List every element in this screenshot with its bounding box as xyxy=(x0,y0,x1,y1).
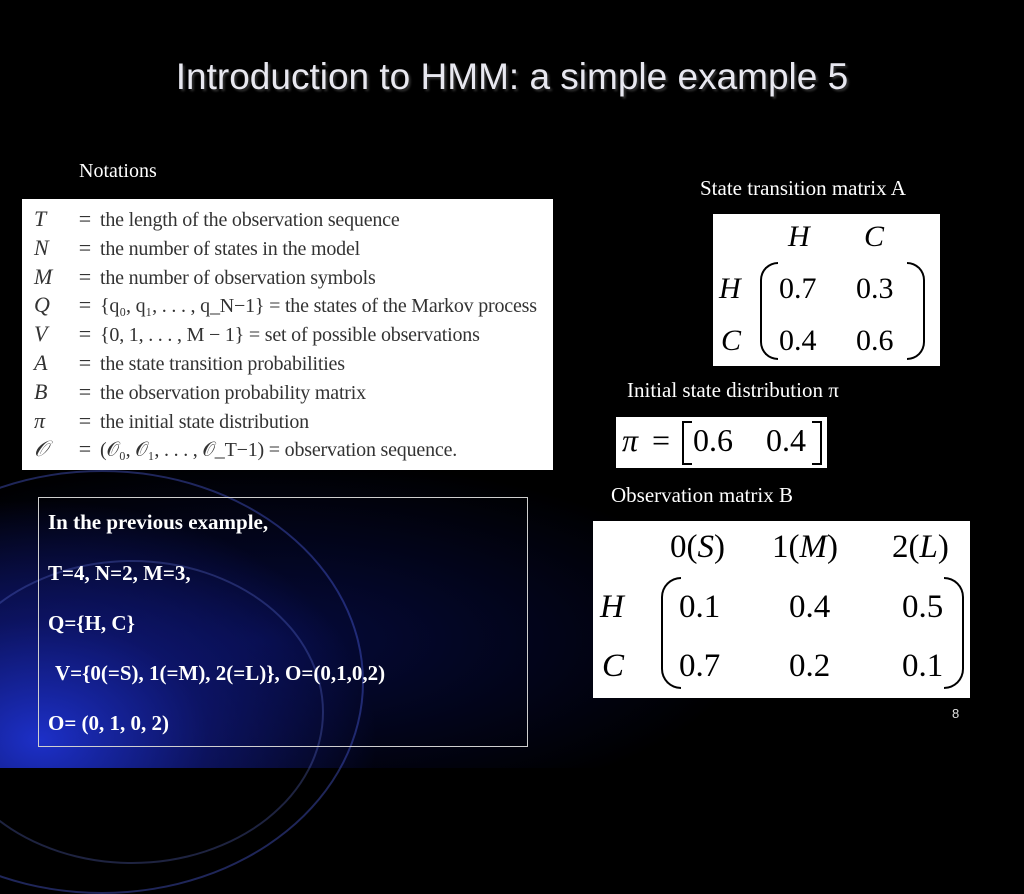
notation-symbol: M xyxy=(34,263,53,289)
example-line: T=4, N=2, M=3, xyxy=(48,561,191,585)
notation-symbol: B xyxy=(34,378,48,404)
notation-row xyxy=(22,435,553,464)
notation-equals: = xyxy=(78,349,92,375)
left-parenthesis xyxy=(760,262,778,360)
notation-definition: the length of the observation sequence xyxy=(100,209,400,231)
notation-symbol: π xyxy=(34,407,46,433)
matrix-col-header: 0(S) xyxy=(670,529,725,565)
right-parenthesis xyxy=(944,577,964,689)
matrix-cell: 0.4 xyxy=(789,589,831,625)
matrix-col-header: 2(L) xyxy=(892,529,949,565)
notation-row xyxy=(22,291,553,320)
matrix-col-header: H xyxy=(788,220,810,253)
notation-row xyxy=(22,378,553,407)
matrix-row-label: C xyxy=(721,324,742,357)
notation-definition: (𝒪₀, 𝒪₁, . . . , 𝒪_T−1) = observation sequence. xyxy=(100,439,458,462)
matrix-col-header: 1(M) xyxy=(772,529,838,565)
vector-entry: 0.6 xyxy=(693,422,733,458)
matrix-cell: 0.2 xyxy=(789,648,831,684)
right-bracket xyxy=(812,421,822,465)
page-number: 8 xyxy=(952,706,960,721)
matrix-cell: 0.7 xyxy=(779,272,817,305)
matrix-cell: 0.7 xyxy=(679,648,721,684)
notations-table xyxy=(22,199,553,470)
notation-equals: = xyxy=(78,378,92,404)
right-parenthesis xyxy=(907,262,925,360)
transition-matrix-label: State transition matrix A xyxy=(700,176,906,200)
notation-row xyxy=(22,205,553,234)
transition-matrix xyxy=(713,214,940,366)
notation-equals: = xyxy=(78,292,92,318)
notation-symbol: 𝒪 xyxy=(34,436,48,462)
matrix-row-label: H xyxy=(600,589,624,625)
left-bracket xyxy=(682,421,692,465)
matrix-cell: 0.1 xyxy=(679,589,721,625)
notation-equals: = xyxy=(78,234,92,260)
notation-definition: {0, 1, . . . , M − 1} = set of possible observations xyxy=(100,324,480,347)
initial-distribution-vector xyxy=(616,417,827,468)
notation-definition: the number of observation symbols xyxy=(100,266,376,289)
matrix-cell: 0.1 xyxy=(902,648,944,684)
notation-definition: the observation probability matrix xyxy=(100,381,366,404)
notation-row xyxy=(22,407,553,436)
notation-symbol: V xyxy=(34,321,48,347)
equals-sign: = xyxy=(652,422,671,458)
notation-row xyxy=(22,320,553,349)
notation-row xyxy=(22,263,553,292)
matrix-cell: 0.3 xyxy=(856,272,894,305)
example-line: In the previous example, xyxy=(48,510,269,534)
notation-row xyxy=(22,349,553,378)
notation-definition: {q₀, q₁, . . . , q_N−1} = the states of the Markov process xyxy=(100,295,537,318)
example-line: V={0(=S), 1(=M), 2(=L)}, O=(0,1,0,2) xyxy=(55,661,386,685)
example-line: O= (0, 1, 0, 2) xyxy=(48,711,170,735)
notation-definition: the initial state distribution xyxy=(100,410,309,433)
matrix-cell: 0.5 xyxy=(902,589,944,625)
example-line: Q={H, C} xyxy=(48,611,135,635)
notation-equals: = xyxy=(78,263,92,289)
slide-title: Introduction to HMM: a simple example 5 xyxy=(175,56,849,97)
notation-definition: the state transition probabilities xyxy=(100,352,345,375)
matrix-cell: 0.4 xyxy=(779,324,817,357)
vector-entry: 0.4 xyxy=(766,422,806,458)
observation-matrix xyxy=(593,521,970,698)
observation-matrix-label: Observation matrix B xyxy=(611,483,793,507)
notation-row xyxy=(22,234,553,263)
notation-equals: = xyxy=(78,407,92,433)
matrix-cell: 0.6 xyxy=(856,324,894,357)
notation-equals: = xyxy=(78,321,92,347)
notations-label: Notations xyxy=(79,160,157,182)
initial-distribution-label: Initial state distribution π xyxy=(627,378,839,402)
notation-symbol: T xyxy=(34,206,47,231)
notation-symbol: Q xyxy=(34,292,50,318)
notation-symbol: N xyxy=(34,234,49,260)
notation-equals: = xyxy=(78,206,92,231)
matrix-col-header: C xyxy=(864,220,885,253)
notation-equals: = xyxy=(78,436,92,462)
notation-definition: the number of states in the model xyxy=(100,237,361,260)
notation-symbol: A xyxy=(34,349,48,375)
pi-symbol: π xyxy=(622,422,639,458)
matrix-row-label: C xyxy=(602,648,625,684)
left-parenthesis xyxy=(661,577,681,689)
example-box xyxy=(38,497,528,747)
matrix-row-label: H xyxy=(719,272,741,305)
